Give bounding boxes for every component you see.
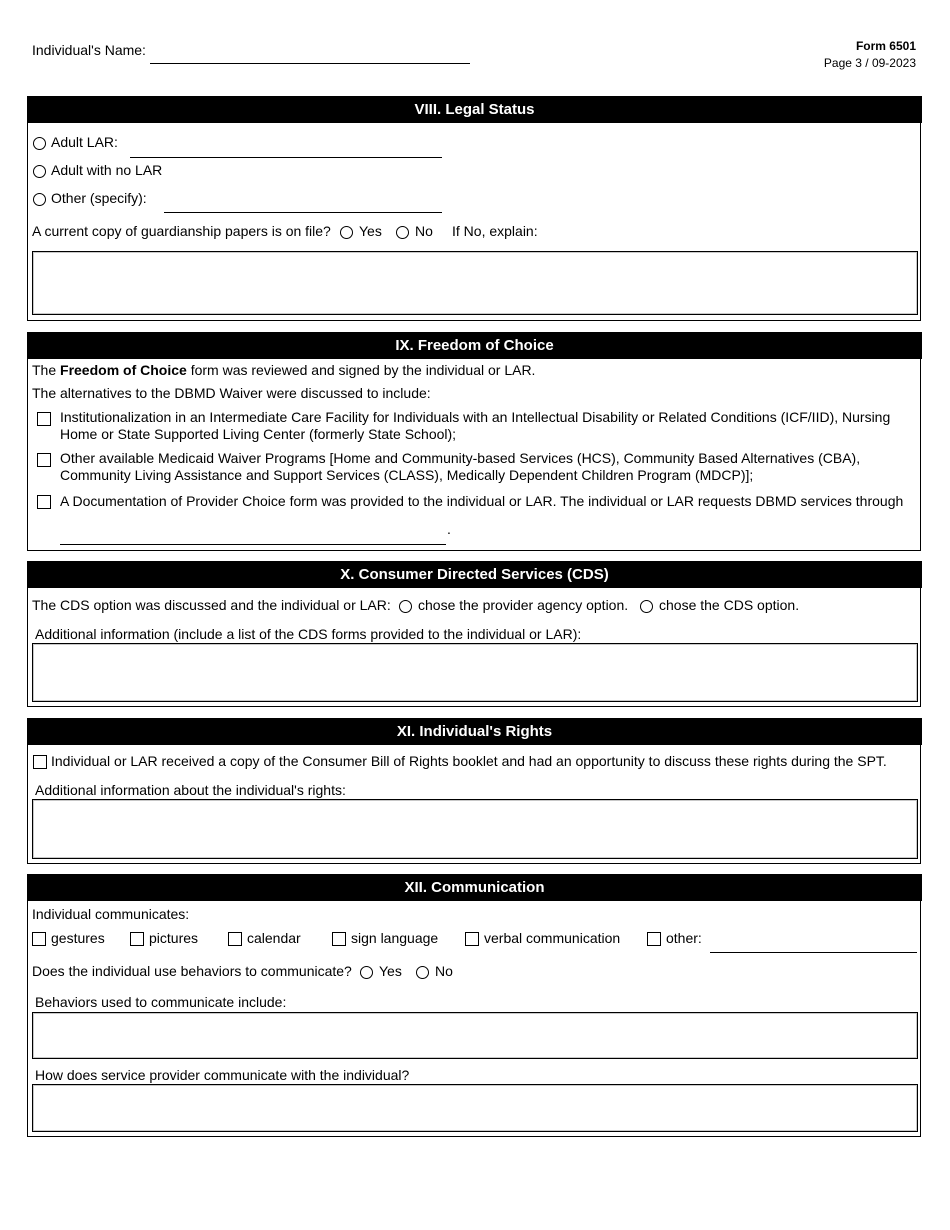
institutionalization-checkbox[interactable] bbox=[37, 412, 51, 426]
name-label: Individual's Name: bbox=[32, 42, 146, 58]
gestures-label: gestures bbox=[51, 930, 105, 946]
rights-additional-textbox[interactable] bbox=[32, 799, 918, 859]
calendar-label: calendar bbox=[247, 930, 301, 946]
page-info: Page 3 / 09-2023 bbox=[823, 56, 916, 70]
communication-title: XII. Communication bbox=[27, 874, 922, 901]
institutionalization-text: Institutionalization in an Intermediate Care Facility for Individuals with an Intellectual Disability or Related Conditions (ICF/IID), Nursing Home or State Supported Living Center (formerly State School); bbox=[60, 409, 891, 442]
rights-additional-label: Additional information about the individual's rights: bbox=[35, 782, 346, 798]
legal-status-title: VIII. Legal Status bbox=[27, 96, 922, 123]
provider-agency-radio[interactable] bbox=[399, 600, 412, 613]
behaviors-include-label: Behaviors used to communicate include: bbox=[35, 994, 287, 1010]
adult-no-lar-label: Adult with no LAR bbox=[51, 162, 163, 178]
other-field[interactable] bbox=[710, 952, 917, 953]
form-number: Form 6501 bbox=[855, 39, 916, 53]
cds-title: X. Consumer Directed Services (CDS) bbox=[27, 561, 922, 588]
behaviors-question: Does the individual use behaviors to communicate? bbox=[32, 963, 352, 979]
other-label: other: bbox=[666, 930, 702, 946]
explain-textbox[interactable] bbox=[32, 251, 918, 315]
behaviors-no-label: No bbox=[435, 963, 453, 979]
alternatives-text: The alternatives to the DBMD Waiver were discussed to include: bbox=[32, 385, 431, 401]
provider-name-field[interactable] bbox=[60, 544, 446, 545]
provider-agency-label: chose the provider agency option. bbox=[418, 597, 629, 613]
explain-label: If No, explain: bbox=[452, 223, 538, 239]
pictures-checkbox[interactable] bbox=[130, 932, 144, 946]
name-field[interactable] bbox=[150, 63, 470, 64]
calendar-checkbox[interactable] bbox=[228, 932, 242, 946]
behaviors-no-radio[interactable] bbox=[416, 966, 429, 979]
communicates-label: Individual communicates: bbox=[32, 906, 190, 922]
gestures-checkbox[interactable] bbox=[32, 932, 46, 946]
adult-lar-label: Adult LAR: bbox=[51, 134, 118, 150]
behaviors-include-textbox[interactable] bbox=[32, 1012, 918, 1059]
guardianship-question: A current copy of guardianship papers is on file? bbox=[32, 223, 331, 239]
adult-no-lar-radio[interactable] bbox=[33, 165, 46, 178]
other-specify-field[interactable] bbox=[164, 212, 442, 213]
sign-language-label: sign language bbox=[351, 930, 439, 946]
behaviors-yes-label: Yes bbox=[379, 963, 402, 979]
other-specify-radio[interactable] bbox=[33, 193, 46, 206]
bill-of-rights-text: Individual or LAR received a copy of the Consumer Bill of Rights booklet and had an opportunity to discuss these rights during the SPT. bbox=[51, 753, 887, 769]
provider-communicate-textbox[interactable] bbox=[32, 1084, 918, 1132]
other-checkbox[interactable] bbox=[647, 932, 661, 946]
provider-period: . bbox=[447, 521, 451, 537]
adult-lar-field[interactable] bbox=[130, 157, 442, 158]
behaviors-yes-radio[interactable] bbox=[360, 966, 373, 979]
sign-language-checkbox[interactable] bbox=[332, 932, 346, 946]
guardianship-no-radio[interactable] bbox=[396, 226, 409, 239]
freedom-reviewed-text: The Freedom of Choice form was reviewed and signed by the individual or LAR. bbox=[32, 362, 536, 378]
rights-title: XI. Individual's Rights bbox=[27, 718, 922, 745]
bill-of-rights-checkbox[interactable] bbox=[33, 755, 47, 769]
cds-additional-textbox[interactable] bbox=[32, 643, 918, 702]
verbal-communication-label: verbal communication bbox=[484, 930, 621, 946]
provider-choice-checkbox[interactable] bbox=[37, 495, 51, 509]
medicaid-waiver-text: Other available Medicaid Waiver Programs [Home and Community-based Services (HCS), Community Based Alternatives (CBA), Community Living Assistance and Support Services (CLASS), Medically Dependent Children Program (MDCP)]; bbox=[60, 450, 861, 483]
guardianship-yes-label: Yes bbox=[359, 223, 382, 239]
cds-additional-label: Additional information (include a list of the CDS forms provided to the individual or LAR): bbox=[35, 626, 582, 642]
pictures-label: pictures bbox=[149, 930, 199, 946]
cds-question: The CDS option was discussed and the individual or LAR: bbox=[32, 597, 391, 613]
cds-option-label: chose the CDS option. bbox=[659, 597, 800, 613]
provider-choice-text: A Documentation of Provider Choice form was provided to the individual or LAR. The individual or LAR requests DBMD services through bbox=[60, 493, 904, 509]
provider-communicate-label: How does service provider communicate with the individual? bbox=[35, 1067, 410, 1083]
medicaid-waiver-checkbox[interactable] bbox=[37, 453, 51, 467]
guardianship-yes-radio[interactable] bbox=[340, 226, 353, 239]
cds-option-radio[interactable] bbox=[640, 600, 653, 613]
other-specify-label: Other (specify): bbox=[51, 190, 147, 206]
guardianship-no-label: No bbox=[415, 223, 433, 239]
freedom-title: IX. Freedom of Choice bbox=[27, 332, 922, 359]
adult-lar-radio[interactable] bbox=[33, 137, 46, 150]
verbal-communication-checkbox[interactable] bbox=[465, 932, 479, 946]
